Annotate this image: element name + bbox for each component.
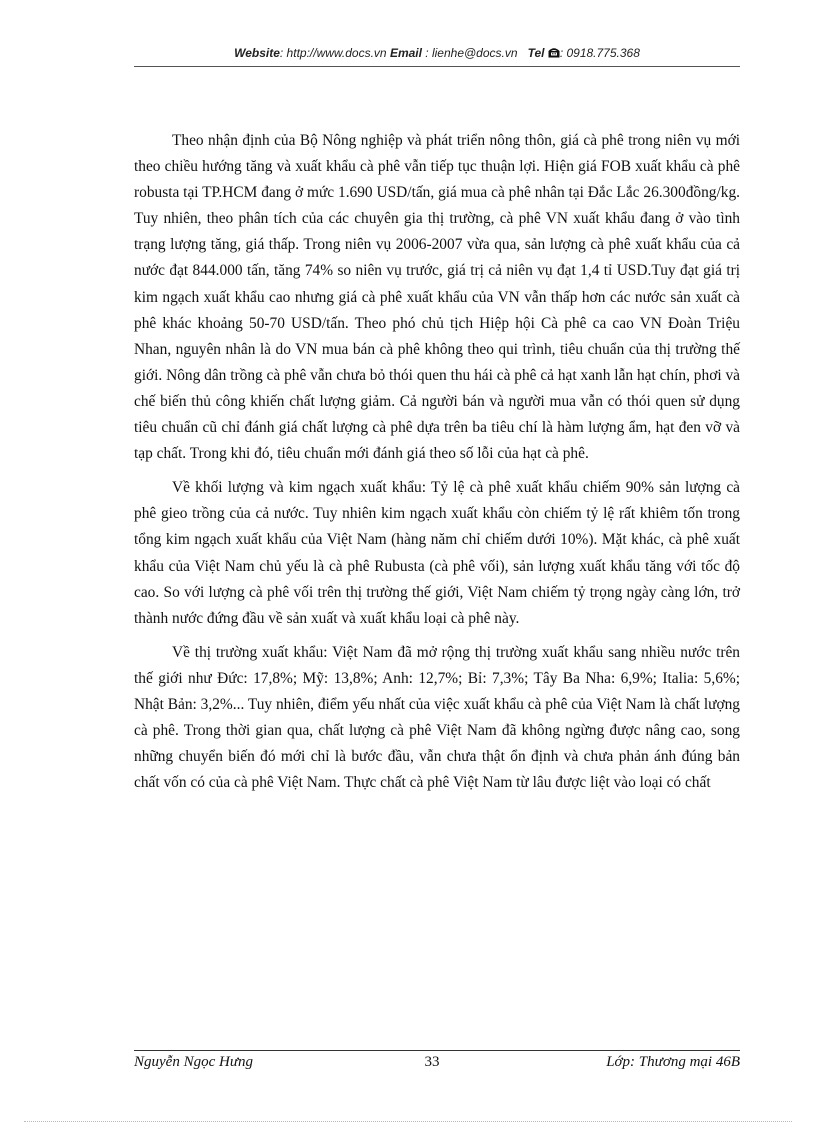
page-number: 33 <box>424 1054 440 1070</box>
tel-label: Tel <box>527 46 545 60</box>
header-divider <box>134 66 740 67</box>
body-text <box>134 128 740 804</box>
paragraph: Theo nhận định của Bộ Nông nghiệp và phát triển nông thôn, giá cà phê trong niên vụ mới theo chiều hướng tăng và xuất khẩu cà phê vẫn tiếp tục thuận lợi. Hiện giá FOB xuất khẩu cà phê robusta tại TP.HCM đang ở mức 1.690 USD/tấn, giá mua cà phê nhân tại Đắc Lắc 26.300đồng/kg. Tuy nhiên, theo phân tích của các chuyên gia thị trường, cà phê VN xuất khẩu đang ở vào tình trạng lượng tăng, giá thấp. Trong niên vụ 2006-2007 vừa qua, sản lượng cà phê xuất khẩu của cả nước đạt 844.000 tấn, tăng 74% so niên vụ trước, giá trị cả niên vụ đạt 1,4 tỉ USD.Tuy đạt giá trị kim ngạch xuất khẩu cao nhưng giá cà phê xuất khẩu của VN vẫn thấp hơn các nước sản xuất cà phê khác khoảng 50-70 USD/tấn. Theo phó chủ tịch Hiệp hội Cà phê ca cao VN Đoàn Triệu Nhan, nguyên nhân là do VN mua bán cà phê không theo qui trình, tiêu chuẩn của thị trường thế giới. Nông dân trồng cà phê vẫn chưa bỏ thói quen thu hái cà phê cả hạt xanh lẫn hạt chín, phơi và chế biến thủ công khiến chất lượng giảm. Cả người bán và người mua vẫn có thói quen sử dụng tiêu chuẩn cũ chỉ đánh giá chất lượng cà phê dựa trên ba tiêu chí là hàm lượng ẩm, hạt đen vỡ và tạp chất. Trong khi đó, tiêu chuẩn mới đánh giá theo số lỗi của hạt cà phê. <box>134 132 740 463</box>
tel-value[interactable]: : 0918.775.368 <box>559 46 640 60</box>
website-value[interactable]: : http://www.docs.vn <box>279 46 387 60</box>
phone-icon <box>548 47 560 61</box>
footer-class: Lớp: Thương mại 46B <box>606 1054 740 1070</box>
paragraph: Về khối lượng và kim ngạch xuất khẩu: Tỷ lệ cà phê xuất khẩu chiếm 90% sản lượng cà phê gieo trồng của cả nước. Tuy nhiên kim ngạch xuất khẩu còn chiếm tỷ lệ rất khiêm tốn trong tổng kim ngạch xuất khẩu của Việt Nam (hàng năm chỉ chiếm dưới 10%). Mặt khác, cà phê xuất khẩu của Việt Nam chủ yếu là cà phê Rubusta (cà phê vối), sản lượng xuất khẩu tăng với tốc độ cao. So với lượng cà phê vối trên thị trường thế giới, Việt Nam chiếm tỷ trọng ngày càng lớn, trở thành nước đứng đầu về sản xuất và xuất khẩu loại cà phê này. <box>134 479 740 627</box>
website-label: Website <box>234 46 280 60</box>
footer-divider <box>134 1050 740 1051</box>
footer-author: Nguyễn Ngọc Hưng <box>134 1054 253 1070</box>
page-header <box>134 46 740 61</box>
email-value[interactable]: : lienhe@docs.vn <box>421 46 518 60</box>
page-footer <box>134 1054 740 1076</box>
paragraph: Về thị trường xuất khẩu: Việt Nam đã mở rộng thị trường xuất khẩu sang nhiều nước trên thế giới như Đức: 17,8%; Mỹ: 13,8%; Anh: 12,7%; Bỉ: 7,3%; Tây Ba Nha: 6,9%; Italia: 5,6%; Nhật Bản: 3,2%... Tuy nhiên, điểm yếu nhất của việc xuất khẩu cà phê của Việt Nam là chất lượng cà phê. Trong thời gian qua, chất lượng cà phê Việt Nam đã không ngừng được nâng cao, song những chuyển biến đó mới chỉ là bước đầu, vẫn chưa thật ổn định và chưa phản ánh đúng bản chất vốn có của cà phê Việt Nam. Thực chất cà phê Việt Nam từ lâu được liệt vào loại có chất <box>134 643 740 792</box>
page-bottom-edge <box>24 1121 792 1122</box>
email-label: Email <box>389 46 422 60</box>
